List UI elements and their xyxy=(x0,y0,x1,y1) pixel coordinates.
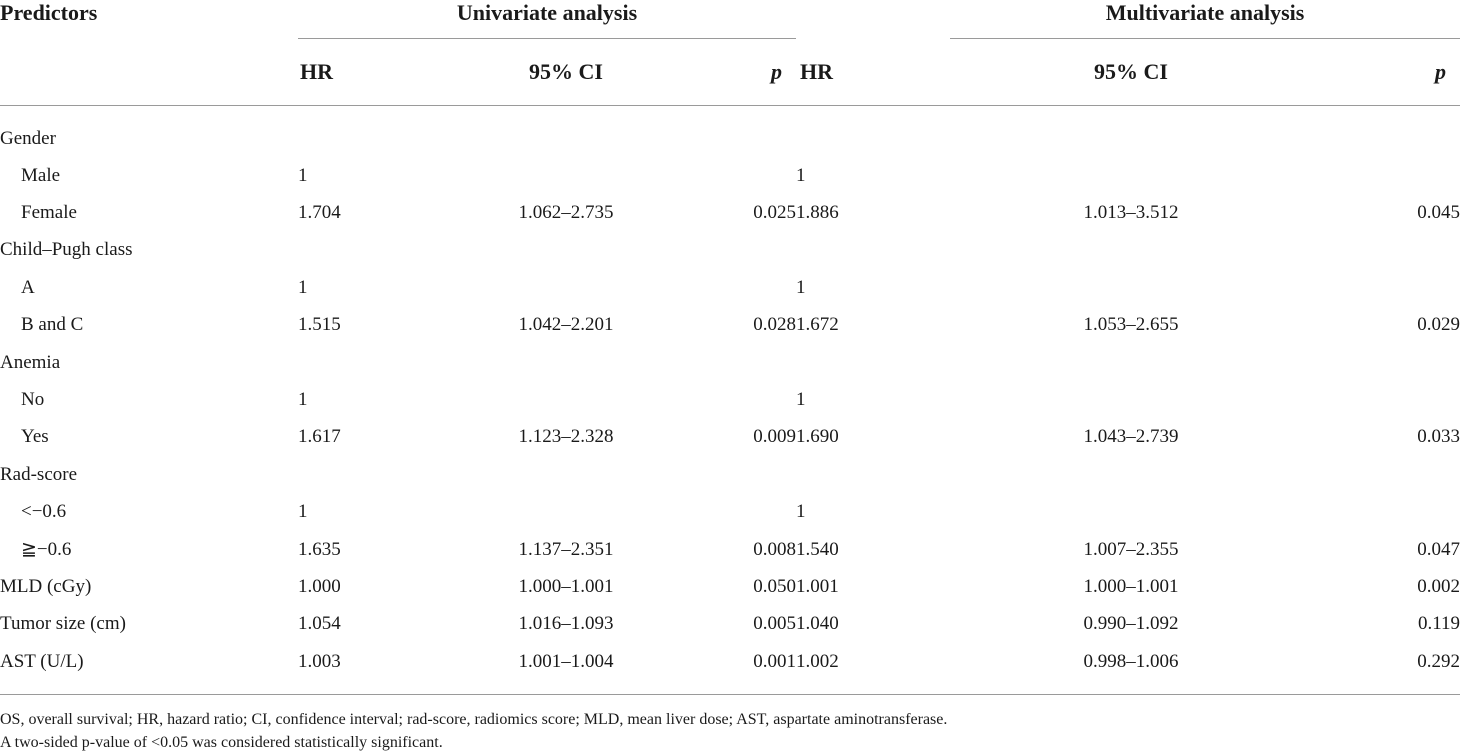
univariate-hr-cell: 1 xyxy=(298,501,308,523)
multivariate-ci-cell xyxy=(950,456,1312,493)
multivariate-hr-cell: 1.886 xyxy=(796,202,839,224)
multivariate-ci-cell xyxy=(950,344,1312,381)
table-row xyxy=(0,157,1460,194)
predictor-label: Tumor size (cm) xyxy=(0,613,126,635)
predictor-label: Male xyxy=(21,164,61,186)
multivariate-hr-cell: 1 xyxy=(796,276,806,298)
multivariate-ci-cell xyxy=(950,157,1312,194)
footnote-abbreviations: OS, overall survival; HR, hazard ratio; CI, confidence interval; rad-score, radiomics score; MLD, mean liver dose; AST, aspartate aminotransferase. xyxy=(0,711,948,728)
table-row xyxy=(0,106,1460,158)
univariate-p-cell xyxy=(686,344,796,381)
table-row xyxy=(0,568,1460,605)
multivariate-p-cell xyxy=(1312,157,1460,194)
multivariate-hr-cell: 1.001 xyxy=(796,575,839,597)
multivariate-ci-cell: 1.000–1.001 xyxy=(1083,575,1179,597)
multivariate-hr-cell: 1 xyxy=(796,389,806,411)
univariate-p-cell xyxy=(686,106,796,158)
multivariate-p-cell: 0.045 xyxy=(1417,202,1460,224)
univariate-hr-cell: 1.515 xyxy=(298,314,341,336)
table-row xyxy=(0,643,1460,695)
univariate-ci-cell xyxy=(446,157,686,194)
univariate-p-cell: 0.005 xyxy=(753,613,797,635)
table-row xyxy=(0,494,1460,531)
univariate-p-cell xyxy=(686,157,796,194)
table-row xyxy=(0,194,1460,231)
predictors-header: Predictors xyxy=(0,0,98,25)
predictor-label: Yes xyxy=(21,426,49,448)
univariate-hr-cell: 1.003 xyxy=(298,643,446,695)
table-row xyxy=(0,456,1460,493)
multivariate-header: Multivariate analysis xyxy=(950,0,1460,39)
footnote-significance: A two-sided p-value of <0.05 was considered statistically significant. xyxy=(0,734,443,751)
multivariate-p-cell xyxy=(1312,106,1460,158)
table-body xyxy=(0,106,1460,695)
multivariate-hr-cell xyxy=(796,344,950,381)
multivariate-p-cell xyxy=(1312,232,1460,269)
multivariate-p-cell xyxy=(1312,456,1460,493)
predictor-label: Gender xyxy=(0,127,56,149)
multivariate-hr-header: HR xyxy=(796,39,950,106)
multivariate-ci-cell: 1.007–2.355 xyxy=(1083,538,1179,560)
table-row xyxy=(0,606,1460,643)
multivariate-p-header: p xyxy=(1312,39,1460,106)
predictor-label: ≧−0.6 xyxy=(21,539,72,561)
multivariate-ci-cell xyxy=(950,106,1312,158)
univariate-ci-cell: 1.001–1.004 xyxy=(446,643,686,695)
multivariate-p-cell: 0.002 xyxy=(1417,575,1460,597)
univariate-hr-cell: 1.704 xyxy=(298,202,341,224)
univariate-p-cell xyxy=(686,494,796,531)
multivariate-hr-cell xyxy=(796,106,950,158)
multivariate-p-cell: 0.119 xyxy=(1417,613,1460,635)
predictor-label: Child–Pugh class xyxy=(0,239,133,261)
univariate-hr-cell: 1.054 xyxy=(298,613,341,635)
table-row xyxy=(0,419,1460,456)
univariate-header: Univariate analysis xyxy=(298,0,796,39)
univariate-p-cell xyxy=(686,232,796,269)
multivariate-ci-cell: 0.990–1.092 xyxy=(1083,613,1179,635)
univariate-hr-cell: 1 xyxy=(298,389,308,411)
multivariate-ci-cell xyxy=(950,232,1312,269)
multivariate-p-cell xyxy=(1312,381,1460,418)
predictor-label: MLD (cGy) xyxy=(0,575,92,597)
univariate-p-cell: 0.028 xyxy=(753,314,797,336)
univariate-p-cell xyxy=(686,381,796,418)
univariate-ci-cell: 1.042–2.201 xyxy=(518,314,614,336)
univariate-p-cell: 0.050 xyxy=(753,575,797,597)
multivariate-ci-cell: 0.998–1.006 xyxy=(950,643,1312,695)
univariate-p-cell: 0.008 xyxy=(753,538,797,560)
univariate-ci-cell: 1.137–2.351 xyxy=(518,538,614,560)
header-row-groups xyxy=(0,0,1460,39)
multivariate-p-cell: 0.292 xyxy=(1312,643,1460,695)
multivariate-ci-cell xyxy=(950,494,1312,531)
table-row xyxy=(0,232,1460,269)
univariate-ci-cell xyxy=(446,344,686,381)
univariate-ci-cell xyxy=(446,456,686,493)
univariate-hr-cell: 1 xyxy=(298,276,308,298)
multivariate-p-cell: 0.033 xyxy=(1417,426,1460,448)
header-gap xyxy=(796,0,950,39)
multivariate-p-cell: 0.029 xyxy=(1417,314,1460,336)
table-row xyxy=(0,531,1460,568)
univariate-ci-header: 95% CI xyxy=(446,39,686,106)
header-row-columns xyxy=(0,39,1460,106)
predictor-label: AST (U/L) xyxy=(0,643,298,695)
multivariate-hr-cell: 1.002 xyxy=(796,643,950,695)
univariate-ci-cell: 1.016–1.093 xyxy=(518,613,614,635)
predictor-label: Female xyxy=(21,202,77,224)
univariate-hr-cell xyxy=(298,106,446,158)
multivariate-hr-cell: 1 xyxy=(796,164,806,186)
predictor-label: Anemia xyxy=(0,351,61,373)
univariate-p-cell xyxy=(686,269,796,306)
predictor-label: B and C xyxy=(21,314,84,336)
univariate-ci-cell xyxy=(446,269,686,306)
multivariate-ci-cell: 1.013–3.512 xyxy=(1083,202,1179,224)
predictors-subheader xyxy=(0,39,298,106)
univariate-p-cell xyxy=(686,456,796,493)
multivariate-hr-cell: 1.040 xyxy=(796,613,839,635)
predictor-label: <−0.6 xyxy=(21,501,67,523)
multivariate-hr-cell xyxy=(796,232,950,269)
predictor-label: A xyxy=(21,276,35,298)
table-row xyxy=(0,344,1460,381)
univariate-p-cell: 0.009 xyxy=(753,426,797,448)
multivariate-ci-cell xyxy=(950,269,1312,306)
predictor-label: Rad-score xyxy=(0,463,78,485)
univariate-p-header: p xyxy=(686,39,796,106)
multivariate-p-cell xyxy=(1312,494,1460,531)
univariate-hr-cell xyxy=(298,344,446,381)
multivariate-hr-cell: 1 xyxy=(796,501,806,523)
univariate-hr-cell: 1.635 xyxy=(298,538,341,560)
univariate-p-cell: 0.001 xyxy=(686,643,796,695)
univariate-p-cell: 0.025 xyxy=(753,202,797,224)
multivariate-ci-header: 95% CI xyxy=(950,39,1312,106)
multivariate-hr-cell: 1.540 xyxy=(796,538,839,560)
univariate-hr-cell: 1.617 xyxy=(298,426,341,448)
univariate-ci-cell xyxy=(446,381,686,418)
multivariate-p-cell: 0.047 xyxy=(1417,538,1460,560)
multivariate-p-cell xyxy=(1312,344,1460,381)
univariate-hr-cell: 1.000 xyxy=(298,575,341,597)
multivariate-hr-cell xyxy=(796,456,950,493)
univariate-ci-cell xyxy=(446,106,686,158)
univariate-hr-cell xyxy=(298,456,446,493)
multivariate-ci-cell: 1.053–2.655 xyxy=(1083,314,1179,336)
univariate-ci-cell xyxy=(446,494,686,531)
univariate-ci-cell xyxy=(446,232,686,269)
univariate-hr-cell: 1 xyxy=(298,164,308,186)
footnotes xyxy=(0,708,947,754)
univariate-ci-cell: 1.000–1.001 xyxy=(518,575,614,597)
table-header xyxy=(0,0,1460,106)
table-row xyxy=(0,381,1460,418)
multivariate-p-cell xyxy=(1312,269,1460,306)
univariate-hr-cell xyxy=(298,232,446,269)
multivariate-ci-cell: 1.043–2.739 xyxy=(1083,426,1179,448)
predictor-label: No xyxy=(21,389,45,411)
univariate-ci-cell: 1.123–2.328 xyxy=(518,426,614,448)
table-row xyxy=(0,307,1460,344)
multivariate-hr-cell: 1.672 xyxy=(796,314,839,336)
univariate-hr-header: HR xyxy=(298,39,446,106)
univariate-ci-cell: 1.062–2.735 xyxy=(518,202,614,224)
multivariate-ci-cell xyxy=(950,381,1312,418)
table-row xyxy=(0,269,1460,306)
multivariate-hr-cell: 1.690 xyxy=(796,426,839,448)
